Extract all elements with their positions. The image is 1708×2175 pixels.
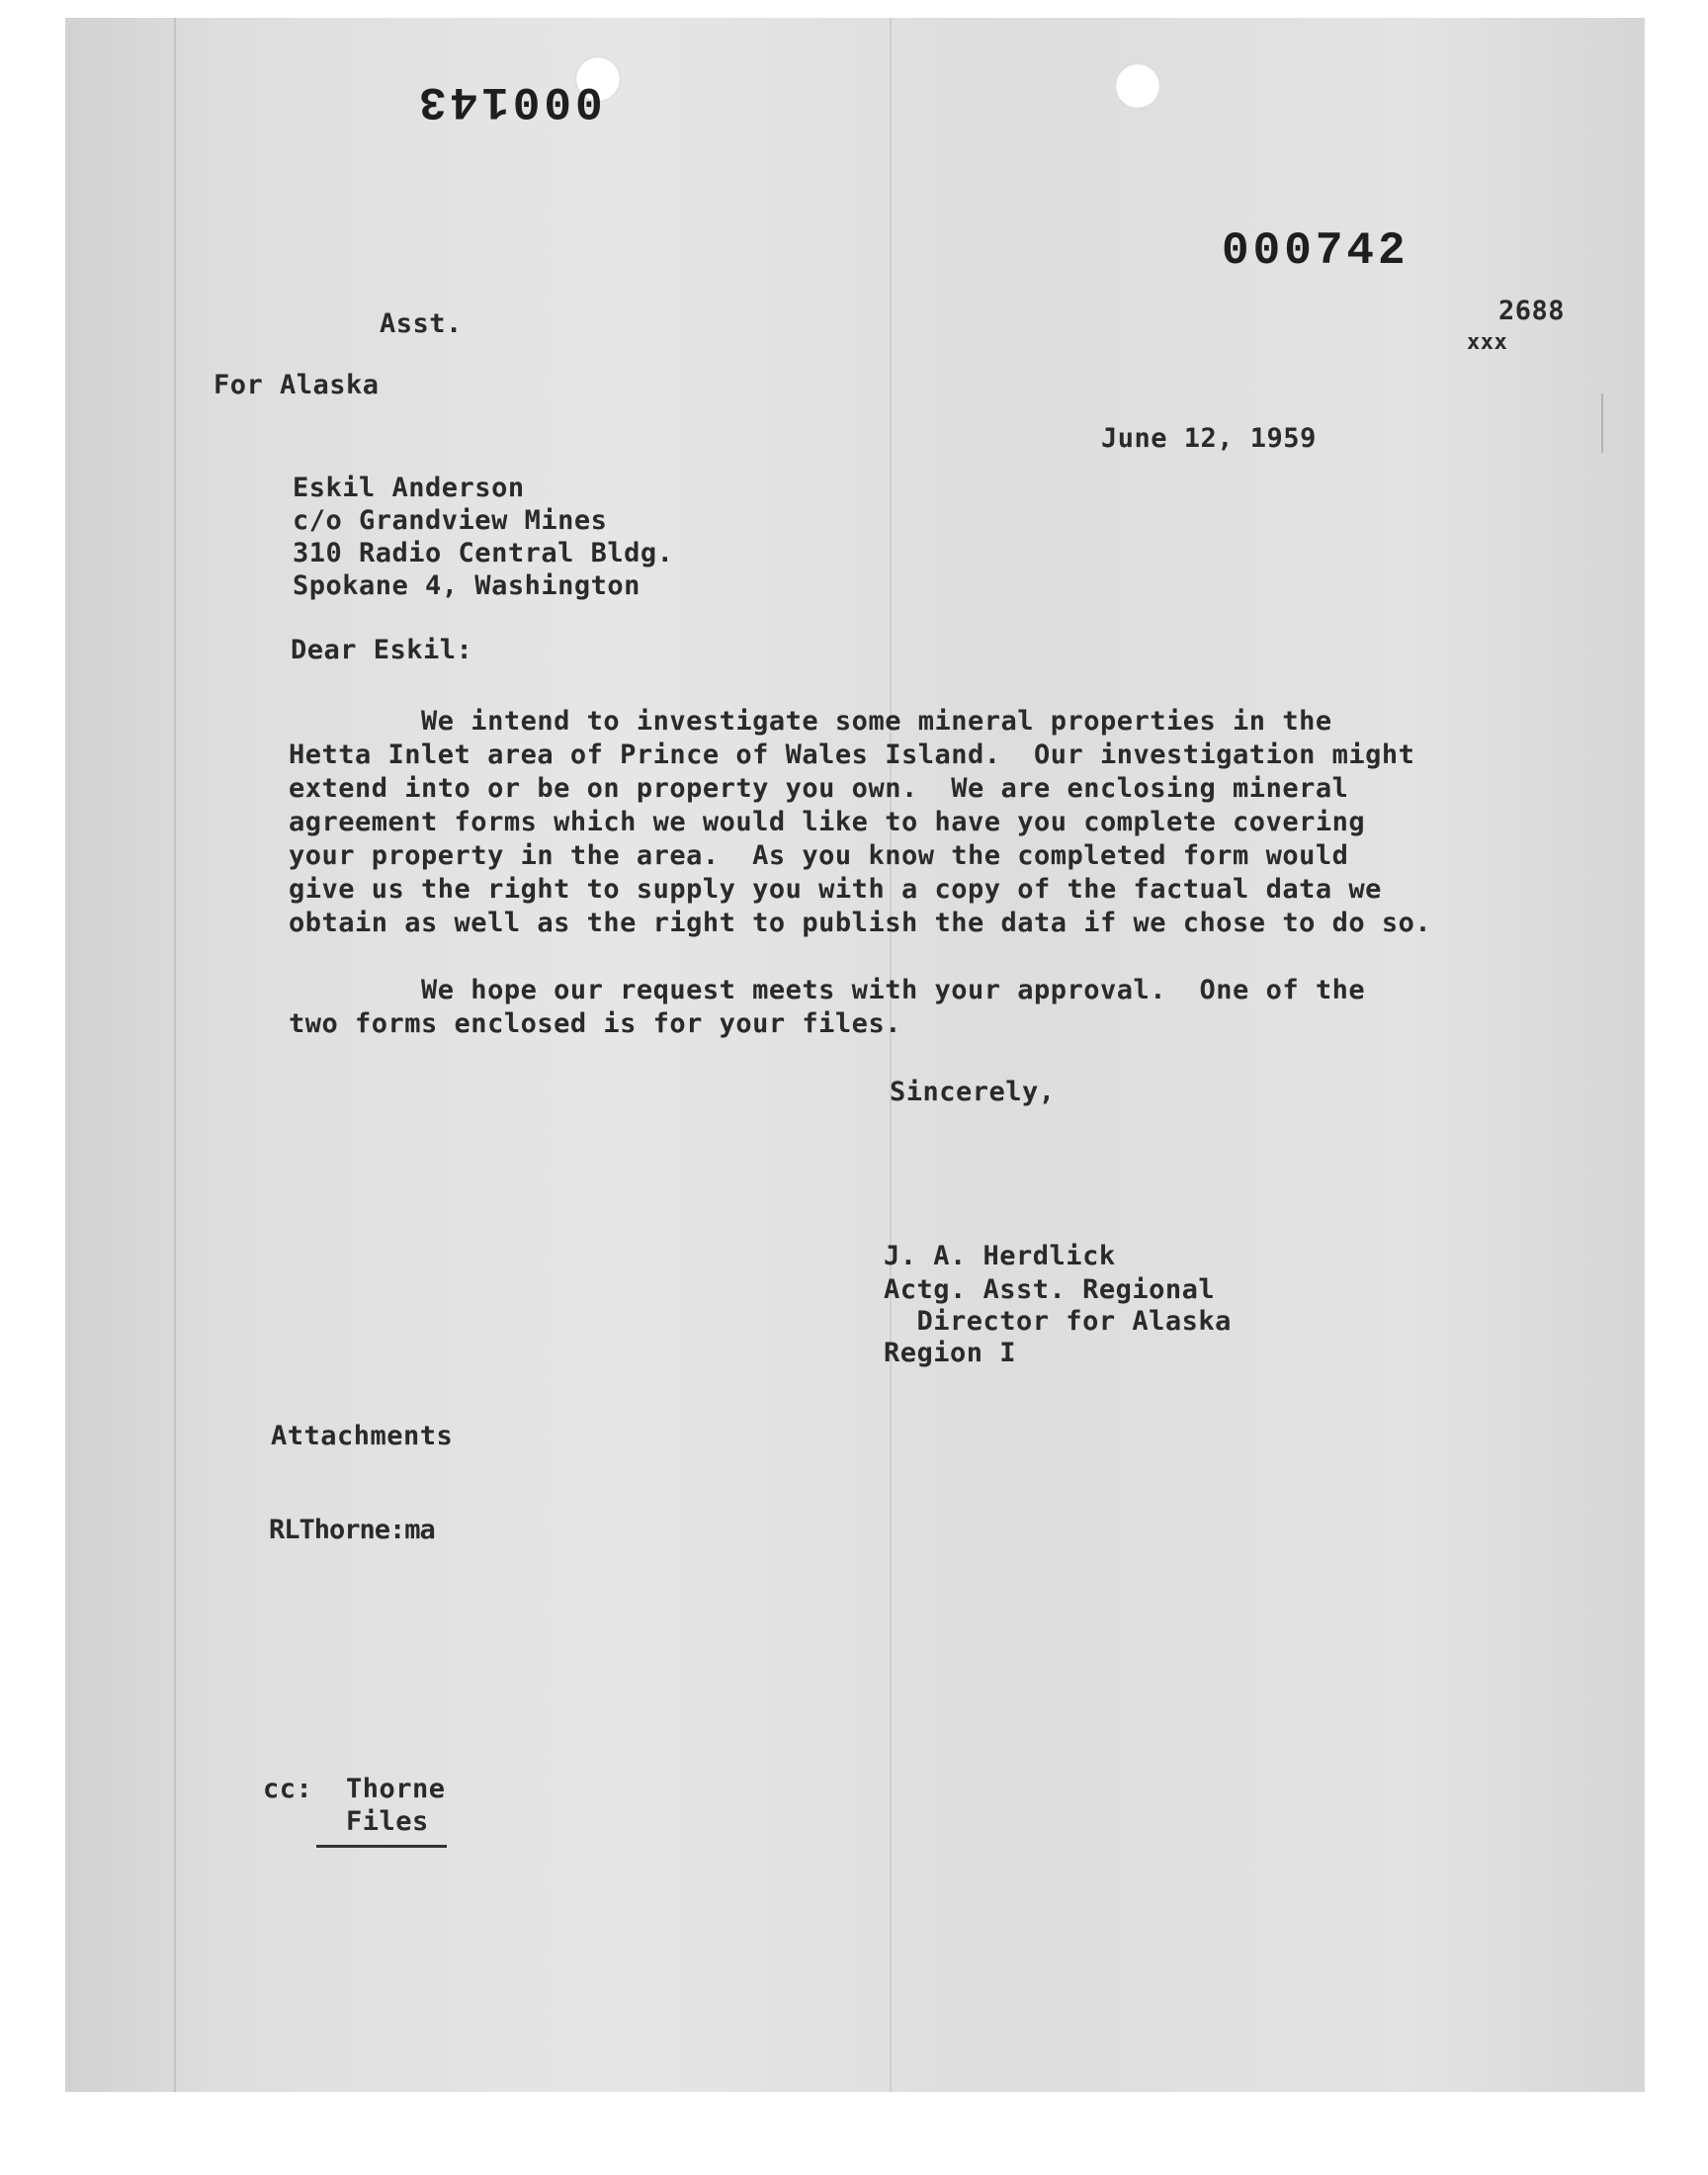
body-line: extend into or be on property you own. We are enclosing mineral bbox=[289, 773, 1349, 804]
body-line: two forms enclosed is for your files. bbox=[289, 1008, 901, 1039]
cc-label: cc: bbox=[263, 1774, 313, 1804]
scan-fold-line bbox=[890, 18, 892, 2092]
signer-region: Region I bbox=[884, 1338, 1017, 1368]
signer-name: J. A. Herdlick bbox=[884, 1241, 1116, 1271]
cc-item: Files bbox=[346, 1806, 429, 1837]
margin-mark bbox=[1601, 393, 1603, 453]
body-line: obtain as well as the right to publish the data if we chose to do so. bbox=[289, 908, 1432, 938]
typist-initials: RLThorne:ma bbox=[269, 1515, 435, 1545]
signer-title-2: Director for Alaska bbox=[884, 1306, 1232, 1337]
salutation: Dear Eskil: bbox=[291, 635, 473, 665]
punch-hole-right bbox=[1115, 63, 1160, 109]
body-line: We intend to investigate some mineral properties in the bbox=[289, 706, 1332, 737]
inverted-page-number-stamp: 000143 bbox=[415, 75, 603, 127]
header-line-2: For Alaska bbox=[214, 370, 380, 400]
addressee-line-2: c/o Grandview Mines bbox=[293, 505, 608, 536]
addressee-line-4: Spokane 4, Washington bbox=[293, 570, 640, 601]
body-line: agreement forms which we would like to have you complete covering bbox=[289, 807, 1366, 837]
header-line-1: Asst. bbox=[380, 308, 463, 339]
body-line: Hetta Inlet area of Prince of Wales Island. Our investigation might bbox=[289, 740, 1415, 770]
file-number: 2688 bbox=[1498, 296, 1566, 326]
addressee-line-3: 310 Radio Central Bldg. bbox=[293, 538, 674, 568]
scan-edge-line bbox=[174, 18, 176, 2092]
body-line: your property in the area. As you know the completed form would bbox=[289, 840, 1349, 871]
signer-title-1: Actg. Asst. Regional bbox=[884, 1274, 1216, 1305]
addressee-name: Eskil Anderson bbox=[293, 473, 525, 503]
body-line: We hope our request meets with your approval. One of the bbox=[289, 975, 1366, 1005]
cc-item: Thorne bbox=[346, 1774, 446, 1804]
attachments-note: Attachments bbox=[271, 1421, 454, 1451]
body-line: give us the right to supply you with a copy of the factual data we bbox=[289, 874, 1382, 905]
page-number-stamp: 000742 bbox=[1222, 225, 1409, 277]
file-marks: xxx bbox=[1467, 330, 1508, 355]
cc-underline bbox=[316, 1845, 447, 1848]
letter-date: June 12, 1959 bbox=[1101, 423, 1317, 454]
closing: Sincerely, bbox=[890, 1077, 1056, 1107]
